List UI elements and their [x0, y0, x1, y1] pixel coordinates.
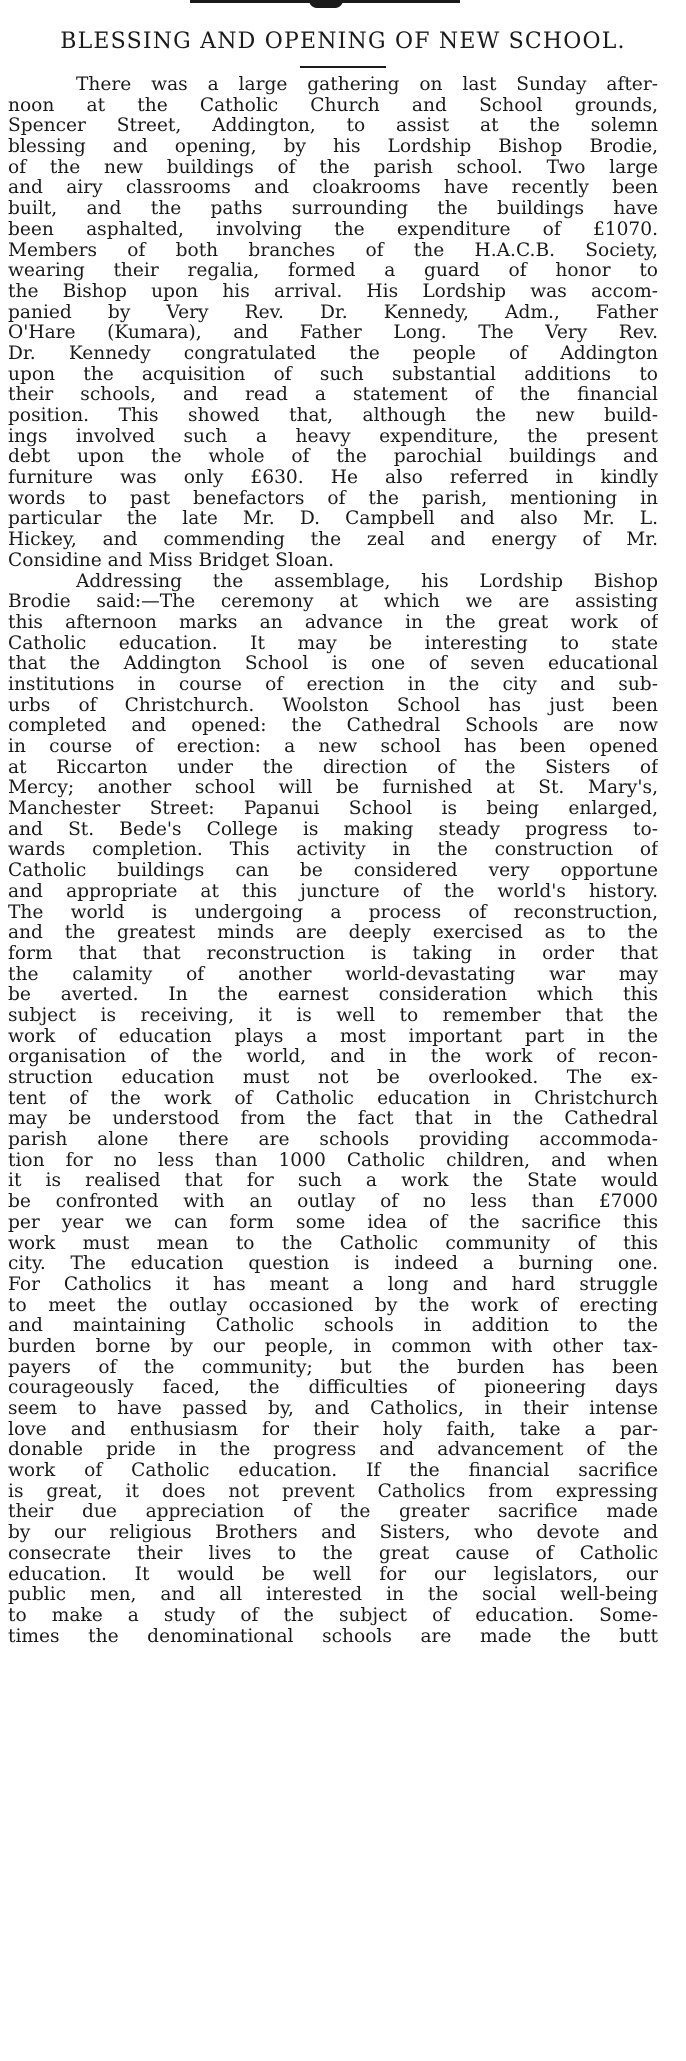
text-line: the calamity of another world-devastating war may [8, 964, 658, 985]
text-line: Hickey, and commending the zeal and energy of Mr. [8, 530, 658, 551]
article-headline: BLESSING AND OPENING OF NEW SCHOOL. [60, 29, 626, 54]
text-line: There was a large gathering on last Sunday after- [76, 75, 658, 95]
text-line: urbs of Christchurch. Woolston School has just been [8, 695, 658, 716]
top-ornament [309, 0, 343, 8]
text-line: been asphalted, involving the expenditure of £1070. [8, 219, 658, 240]
text-line: noon at the Catholic Church and School grounds, [8, 95, 658, 116]
text-line: payers of the community; but the burden has been [8, 1357, 658, 1378]
text-line: form that that reconstruction is taking in order that [8, 943, 658, 964]
text-line: burden borne by our people, in common with other tax- [8, 1336, 658, 1357]
text-line: Considine and Miss Bridget Sloan. [8, 550, 335, 571]
article-body [8, 75, 658, 1647]
text-line: per year we can form some idea of the sacrifice this [8, 1212, 658, 1233]
text-line: it is realised that for such a work the State would [8, 1171, 658, 1192]
text-line: completed and opened: the Cathedral Schools are now [8, 716, 658, 737]
text-line: and appropriate at this juncture of the world's history. [8, 881, 658, 902]
text-line: Catholic buildings can be considered very opportune [8, 861, 658, 882]
text-line: that the Addington School is one of seven educational [8, 654, 658, 675]
text-line: consecrate their lives to the great cause of Catholic [8, 1543, 658, 1564]
text-line: Addressing the assemblage, his Lordship Bishop [76, 571, 658, 592]
article-paragraph [8, 572, 658, 1648]
text-line: institutions in course of erection in the city and sub- [8, 674, 658, 695]
text-line: this afternoon marks an advance in the great work of [8, 612, 658, 633]
text-line: and St. Bede's College is making steady progress to- [8, 819, 658, 840]
text-line: and the greatest minds are deeply exercised as to the [8, 923, 658, 944]
text-line: city. The education question is indeed a burning one. [8, 1254, 658, 1275]
text-line: love and enthusiasm for their holy faith, take a par- [8, 1419, 658, 1440]
text-line: courageously faced, the difficulties of pioneering days [8, 1378, 658, 1399]
text-line: Manchester Street: Papanui School is being enlarged, [8, 799, 658, 820]
text-line: to make a study of the subject of education. Some- [8, 1605, 658, 1626]
text-line: position. This showed that, although the new build- [8, 406, 658, 426]
text-line: and airy classrooms and cloakrooms have recently been [8, 178, 658, 199]
text-line: upon the acquisition of such substantial additions to [8, 364, 658, 385]
text-line: in course of erection: a new school has been opened [8, 737, 658, 757]
text-line: may be understood from the fact that in the Cathedral [8, 1109, 658, 1130]
text-line: of the new buildings of the parish school. Two large [8, 157, 658, 178]
text-line: and maintaining Catholic schools in addition to the [8, 1316, 658, 1337]
text-line: For Catholics it has meant a long and hard struggle [8, 1274, 658, 1295]
text-line: Catholic education. It may be interesting to state [8, 633, 658, 654]
text-line: Dr. Kennedy congratulated the people of Addington [8, 343, 658, 364]
text-line: The world is undergoing a process of reconstruction, [8, 902, 658, 923]
text-line: tent of the work of Catholic education in Christchurch [8, 1088, 658, 1109]
text-line: struction education must not be overlooked. The ex- [8, 1068, 658, 1088]
headline-rule [300, 66, 386, 68]
text-line: built, and the paths surrounding the buildings have [8, 199, 658, 220]
text-line: parish alone there are schools providing accommoda- [8, 1130, 658, 1151]
text-line: their schools, and read a statement of the financial [8, 385, 658, 406]
text-line: debt upon the whole of the parochial buildings and [8, 447, 658, 468]
text-line: donable pride in the progress and advancement of the [8, 1440, 658, 1461]
text-line: work of education plays a most important part in the [8, 1026, 658, 1047]
text-line: blessing and opening, by his Lordship Bishop Brodie, [8, 137, 658, 158]
text-line: at Riccarton under the direction of the Sisters of [8, 757, 658, 778]
text-line: panied by Very Rev. Dr. Kennedy, Adm., Father [8, 302, 658, 323]
text-line: words to past benefactors of the parish, mentioning in [8, 488, 658, 509]
text-line: subject is receiving, it is well to remember that the [8, 1005, 658, 1026]
text-line: O'Hare (Kumara), and Father Long. The Very Rev. [8, 323, 658, 344]
text-line: wards completion. This activity in the construction of [8, 840, 658, 861]
text-line: times the denominational schools are made the butt [8, 1626, 658, 1647]
text-line: work of Catholic education. If the financial sacrifice [8, 1461, 658, 1482]
text-line: wearing their regalia, formed a guard of honor to [8, 261, 658, 282]
text-line: furniture was only £630. He also referred in kindly [8, 468, 658, 489]
text-line: education. It would be well for our legislators, our [8, 1564, 658, 1585]
text-line: ings involved such a heavy expenditure, the present [8, 426, 658, 447]
text-line: organisation of the world, and in the work of recon- [8, 1047, 658, 1068]
text-line: be averted. In the earnest consideration which this [8, 985, 658, 1006]
text-line: Mercy; another school will be furnished at St. Mary's, [8, 778, 658, 799]
text-line: tion for no less than 1000 Catholic children, and when [8, 1150, 658, 1171]
text-line: by our religious Brothers and Sisters, who devote and [8, 1523, 658, 1544]
text-line: Brodie said:—The ceremony at which we are assisting [8, 592, 658, 613]
text-line: the Bishop upon his arrival. His Lordship was accom- [8, 281, 658, 302]
text-line: be confronted with an outlay of no less than £7000 [8, 1192, 658, 1213]
text-line: to meet the outlay occasioned by the work of erecting [8, 1295, 658, 1316]
article-paragraph [8, 75, 658, 572]
text-line: Members of both branches of the H.A.C.B. Society, [8, 240, 658, 261]
text-line: their due appreciation of the greater sacrifice made [8, 1502, 658, 1523]
text-line: seem to have passed by, and Catholics, in their intense [8, 1399, 658, 1419]
text-line: public men, and all interested in the social well-being [8, 1585, 658, 1606]
text-line: Spencer Street, Addington, to assist at the solemn [8, 116, 658, 137]
text-line: particular the late Mr. D. Campbell and also Mr. L. [8, 509, 658, 530]
text-line: work must mean to the Catholic community of this [8, 1233, 658, 1254]
text-line: is great, it does not prevent Catholics from expressing [8, 1481, 658, 1502]
